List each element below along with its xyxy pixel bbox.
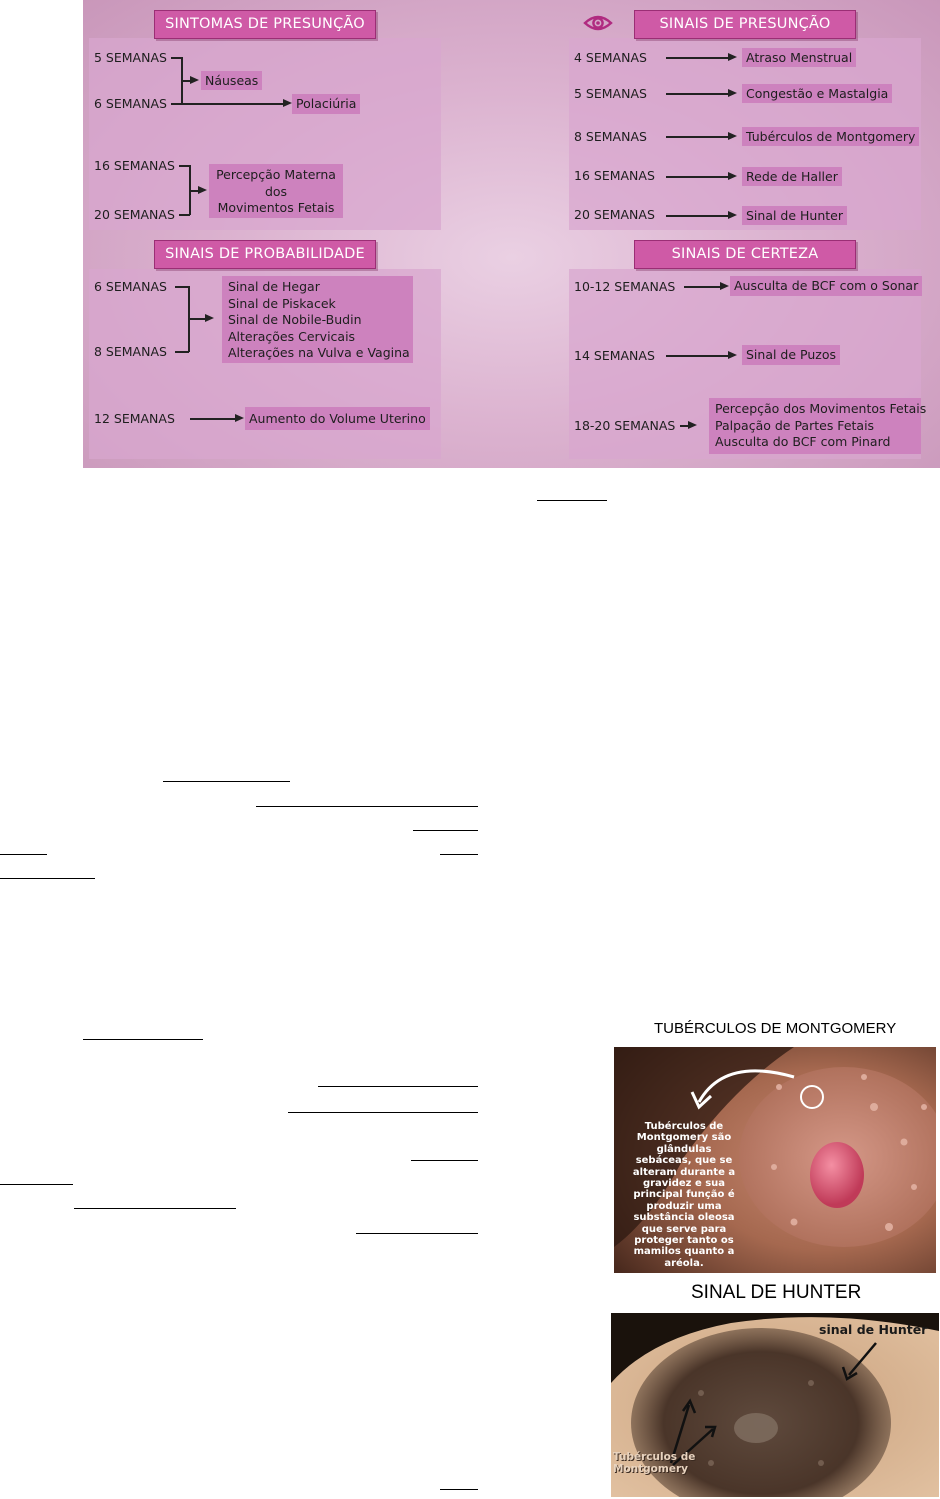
presuncao-week-1: 4 SEMANAS: [574, 50, 647, 65]
underline: [440, 1489, 478, 1490]
underline: [413, 830, 478, 831]
photo-sinal-hunter: [611, 1313, 939, 1497]
sign-piskacek: Sinal de Piskacek: [228, 295, 336, 311]
presuncao-sign-2: Congestão e Mastalgia: [742, 84, 892, 103]
underline: [256, 806, 478, 807]
presuncao-sign-5: Sinal de Hunter: [742, 206, 847, 225]
certeza-week-18-20: 18-20 SEMANAS: [574, 418, 676, 433]
underline: [0, 878, 95, 879]
header-sintomas-presuncao: SINTOMAS DE PRESUNÇÃO: [154, 10, 376, 39]
sign-ausculta-pinard: Ausculta do BCF com Pinard: [715, 434, 891, 449]
hunter-montgomery-label: Tubérculos de Montgomery: [613, 1451, 696, 1475]
underline: [318, 1086, 478, 1087]
week-6-label: 6 SEMANAS: [94, 96, 167, 111]
prob-week-12-label: 12 SEMANAS: [94, 411, 175, 426]
presuncao-week-2: 5 SEMANAS: [574, 86, 647, 101]
eye-icon: [583, 13, 613, 33]
presuncao-sign-3: Tubérculos de Montgomery: [742, 127, 919, 146]
header-sinais-presuncao: SINAIS DE PRESUNÇÃO: [634, 10, 856, 39]
sign-hegar: Sinal de Hegar: [228, 279, 320, 294]
caption-montgomery: TUBÉRCULOS DE MONTGOMERY: [654, 1020, 897, 1037]
underline: [0, 854, 47, 855]
sign-nobile-budin: Sinal de Nobile-Budin: [228, 312, 362, 327]
underline: [83, 1039, 203, 1040]
hunter-label: sinal de Hunter: [819, 1322, 928, 1337]
prob-week-6-label: 6 SEMANAS: [94, 279, 167, 294]
photo-tuberculos-montgomery: [614, 1047, 936, 1273]
caption-hunter: SINAL DE HUNTER: [691, 1282, 862, 1303]
underline: [163, 781, 290, 782]
certeza-week-14: 14 SEMANAS: [574, 348, 655, 363]
presuncao-week-5: 20 SEMANAS: [574, 207, 655, 222]
presuncao-sign-1: Atraso Menstrual: [742, 48, 856, 67]
sign-aumento-volume-uterino: Aumento do Volume Uterino: [245, 407, 430, 430]
week-20-label: 20 SEMANAS: [94, 207, 175, 222]
sign-puzos: Sinal de Puzos: [742, 345, 840, 365]
week-16-label: 16 SEMANAS: [94, 158, 175, 173]
presuncao-week-4: 16 SEMANAS: [574, 168, 655, 183]
sign-percepcao-materna: Percepção Materna dos Movimentos Fetais: [209, 164, 343, 218]
sign-alteracoes-vulva: Alterações na Vulva e Vagina: [228, 345, 410, 360]
week-5-label: 5 SEMANAS: [94, 50, 167, 65]
certeza-week-10-12: 10-12 SEMANAS: [574, 279, 676, 294]
underline: [74, 1208, 236, 1209]
presuncao-sign-4: Rede de Haller: [742, 167, 842, 186]
certeza-late-signs: [709, 398, 927, 454]
prob-week-8-label: 8 SEMANAS: [94, 344, 167, 359]
sign-alteracoes-cervicais: Alterações Cervicais: [228, 328, 356, 344]
gestation-signs-infographic: [83, 0, 940, 468]
underline: [356, 1233, 478, 1234]
underline: [537, 500, 607, 501]
sign-ausculta-sonar: Ausculta de BCF com o Sonar: [730, 276, 922, 296]
montgomery-overlay-text: Tubérculos de Montgomery são glândulas sebáceas, que se alteram durante a gravidez e sua principal função é produzir uma substância oleosa que serve para proteger tanto os mamilos quanto a aréola.: [632, 1121, 736, 1269]
underline: [288, 1112, 478, 1113]
sign-percepcao-movimentos: Percepção dos Movimentos Fetais: [715, 401, 927, 416]
sign-nauseas: Náuseas: [201, 71, 262, 90]
header-sinais-certeza: SINAIS DE CERTEZA: [634, 240, 856, 269]
underline: [440, 854, 478, 855]
underline: [411, 1160, 478, 1161]
presuncao-week-3: 8 SEMANAS: [574, 129, 647, 144]
prob-signs-list: [222, 276, 413, 363]
sign-polaciuria: Polaciúria: [292, 94, 360, 114]
header-sinais-probabilidade: SINAIS DE PROBABILIDADE: [154, 240, 376, 269]
underline: [0, 1184, 73, 1185]
sign-palpacao-partes: Palpação de Partes Fetais: [715, 417, 875, 433]
